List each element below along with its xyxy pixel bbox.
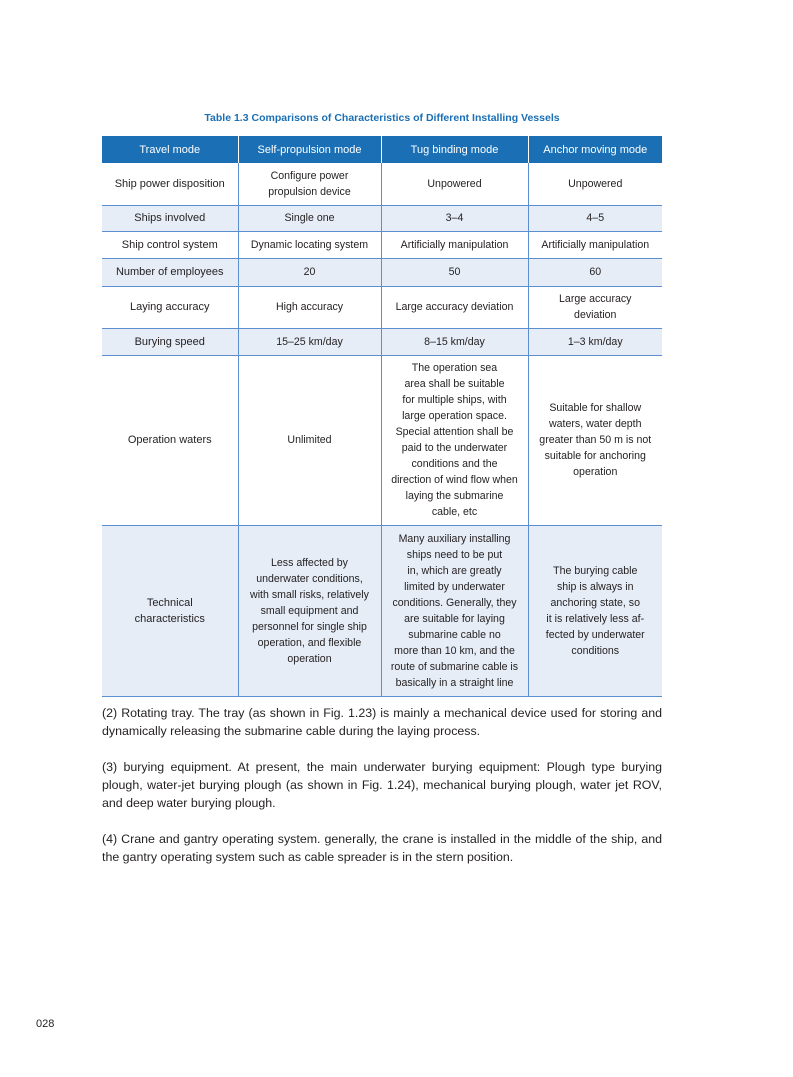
row-label-cell: Laying accuracy [102, 286, 238, 328]
paragraph-burying-equipment: (3) burying equipment. At present, the main underwater burying equipment: Plough type burying plough, water-jet burying plough (as shown in Fig. 1.24), mechanical burying plough, water jet ROV, and deep water burying plough. [102, 760, 662, 810]
table-cell: Unpowered [528, 163, 662, 205]
comparison-table [102, 136, 662, 697]
table-cell: Large accuracy deviation [381, 286, 528, 328]
paragraph-rotating-tray: (2) Rotating tray. The tray (as shown in Fig. 1.23) is mainly a mechanical device used for storing and dynamically releasing the submarine cable during the laying process. [102, 706, 662, 738]
table-cell: Unlimited [238, 355, 381, 525]
table-cell: 3–4 [381, 205, 528, 231]
row-label-cell: Technical characteristics [102, 525, 238, 696]
paragraph-crane-gantry: (4) Crane and gantry operating system. generally, the crane is installed in the middle of the ship, and the gantry operating system such as cable spreader is in the stern position. [102, 832, 662, 864]
row-label-cell: Ship control system [102, 231, 238, 258]
table-cell: Single one [238, 205, 381, 231]
table-cell: Less affected by underwater conditions, with small risks, relatively small equipment and personnel for single ship operation, and flexible operation [238, 525, 381, 696]
table-cell: Large accuracy deviation [528, 286, 662, 328]
row-label-cell: Ship power disposition [102, 163, 238, 205]
table-cell: 8–15 km/day [381, 328, 528, 355]
table-row [102, 205, 662, 231]
table-cell: The operation sea area shall be suitable for multiple ships, with large operation space. Special attention shall be paid to the underwater conditions and the direction of wind flow when laying the submarine cable, etc [381, 355, 528, 525]
table-caption: Table 1.3 Comparisons of Characteristics of Different Installing Vessels [204, 112, 560, 124]
table-row [102, 258, 662, 286]
table-cell: Configure power propulsion device [238, 163, 381, 205]
page-number: 028 [36, 1018, 55, 1030]
table-row [102, 231, 662, 258]
table-cell: 20 [238, 258, 381, 286]
row-label-cell: Burying speed [102, 328, 238, 355]
table-row [102, 328, 662, 355]
table-cell: High accuracy [238, 286, 381, 328]
table-cell: Suitable for shallow waters, water depth greater than 50 m is not suitable for anchoring operation [528, 355, 662, 525]
table-cell: The burying cable ship is always in anchoring state, so it is relatively less af- fected by underwater conditions [528, 525, 662, 696]
header-cell: Anchor moving mode [528, 136, 662, 163]
table-cell: 60 [528, 258, 662, 286]
table-cell: 15–25 km/day [238, 328, 381, 355]
table-cell: 1–3 km/day [528, 328, 662, 355]
row-label-cell: Ships involved [102, 205, 238, 231]
table-cell: Many auxiliary installing ships need to be put in, which are greatly limited by underwater conditions. Generally, they are suitable for laying submarine cable no more than 10 km, and the route of submarine cable is basically in a straight line [381, 525, 528, 696]
table-row [102, 286, 662, 328]
table-cell: 4–5 [528, 205, 662, 231]
table-row [102, 355, 662, 525]
header-cell: Travel mode [102, 136, 238, 163]
table-cell: Unpowered [381, 163, 528, 205]
header-cell: Tug binding mode [381, 136, 528, 163]
table-cell: 50 [381, 258, 528, 286]
table-row [102, 163, 662, 205]
row-label-cell: Operation waters [102, 355, 238, 525]
header-cell: Self-propulsion mode [238, 136, 381, 163]
table-header-row [102, 136, 662, 163]
table-row [102, 525, 662, 696]
table-cell: Artificially manipulation [528, 231, 662, 258]
row-label-cell: Number of employees [102, 258, 238, 286]
table-cell: Dynamic locating system [238, 231, 381, 258]
table-cell: Artificially manipulation [381, 231, 528, 258]
